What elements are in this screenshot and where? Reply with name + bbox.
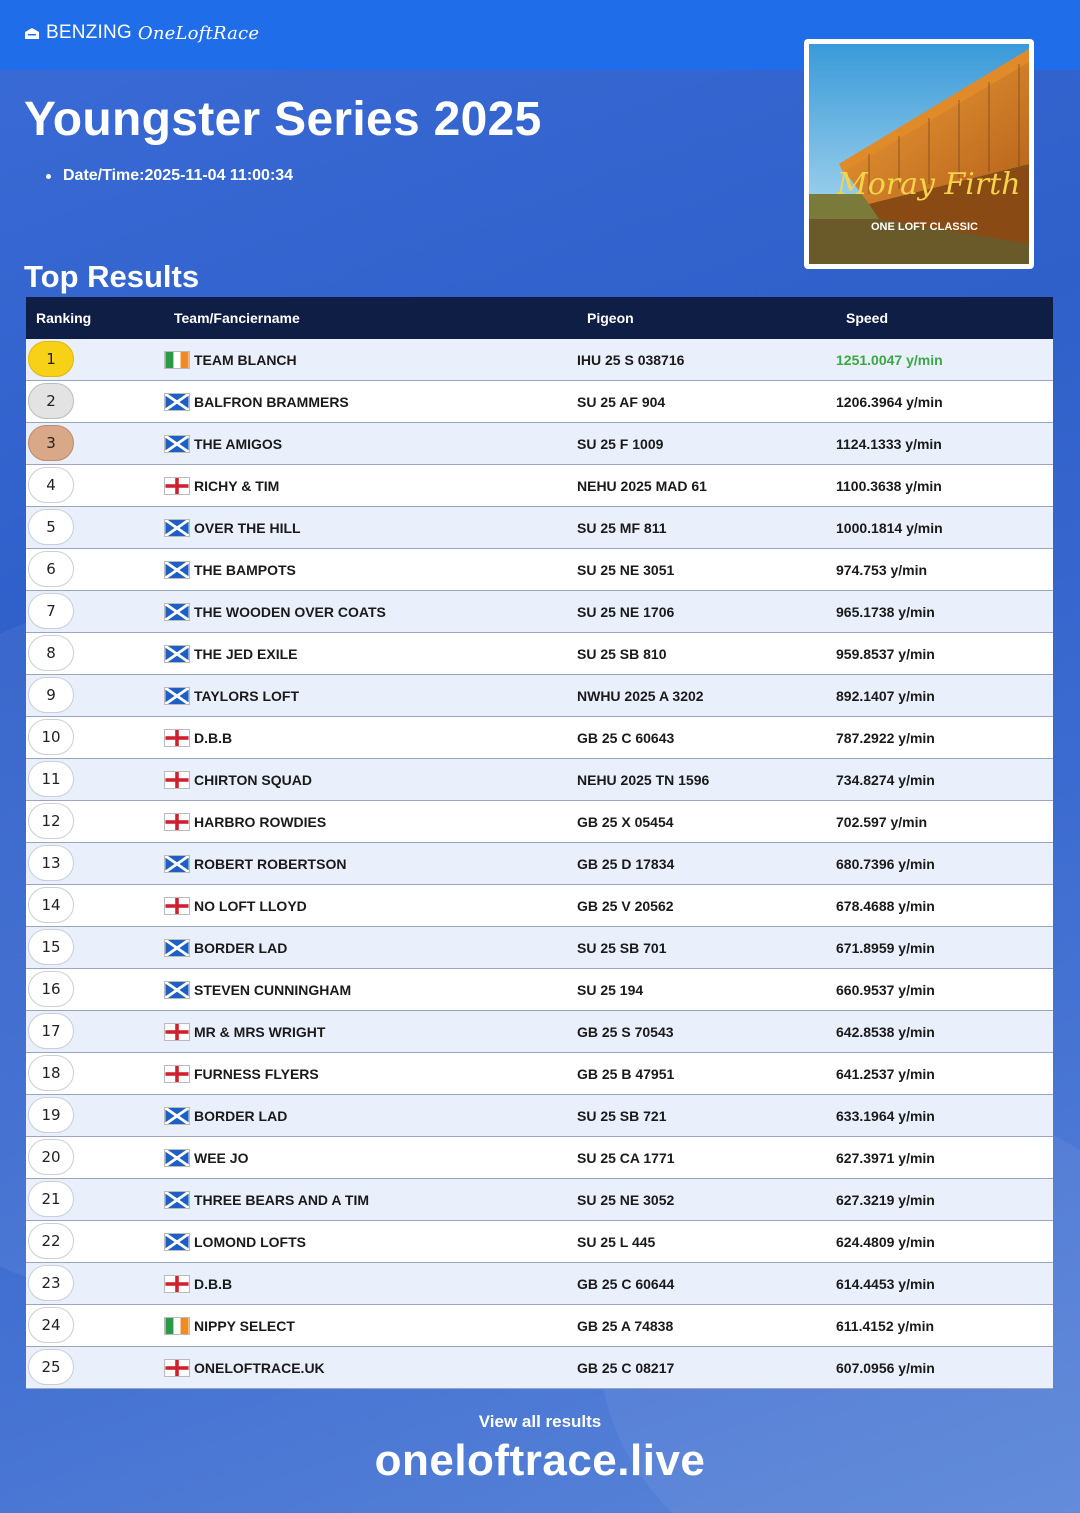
rank-badge: 12: [28, 803, 74, 839]
table-row[interactable]: [26, 969, 1053, 1011]
pigeon-ring: GB 25 D 17834: [577, 855, 675, 872]
table-row[interactable]: [26, 1179, 1053, 1221]
speed-value: 702.597 y/min: [836, 813, 928, 830]
table-row[interactable]: [26, 1011, 1053, 1053]
table-row[interactable]: [26, 339, 1053, 381]
team-name: WEE JO: [194, 1149, 249, 1166]
bullet-icon: [46, 174, 51, 179]
rank-badge: 11: [28, 761, 74, 797]
rank-badge: 18: [28, 1055, 74, 1091]
table-row[interactable]: [26, 1263, 1053, 1305]
speed-value: 614.4453 y/min: [836, 1275, 935, 1292]
team-name: NO LOFT LLOYD: [194, 897, 307, 914]
rank-cell: [26, 843, 174, 884]
column-header-team-label: Team/Fanciername: [174, 310, 300, 326]
team-name: BALFRON BRAMMERS: [194, 393, 349, 410]
team-cell: [164, 771, 577, 789]
column-header-pigeon: [587, 310, 846, 326]
table-row[interactable]: [26, 675, 1053, 717]
speed-value: 959.8537 y/min: [836, 645, 935, 662]
table-header: [26, 297, 1053, 339]
pigeon-ring: GB 25 C 60644: [577, 1275, 675, 1292]
rank-badge: 5: [28, 509, 74, 545]
team-name: FURNESS FLYERS: [194, 1065, 319, 1082]
team-name: BORDER LAD: [194, 939, 288, 956]
team-cell: [164, 1107, 577, 1125]
rank-badge: 14: [28, 887, 74, 923]
view-all-results-link[interactable]: View all results: [478, 1412, 602, 1431]
rank-badge: 25: [28, 1349, 74, 1385]
table-row[interactable]: [26, 1095, 1053, 1137]
team-name: NIPPY SELECT: [194, 1317, 295, 1334]
speed-value: 671.8959 y/min: [836, 939, 935, 956]
photo-caption: ONE LOFT CLASSIC: [871, 221, 978, 233]
team-cell: [164, 351, 577, 369]
rank-badge: 6: [28, 551, 74, 587]
rank-badge: 7: [28, 593, 74, 629]
team-name: ROBERT ROBERTSON: [194, 855, 347, 872]
team-cell: [164, 477, 577, 495]
speed-value: 627.3219 y/min: [836, 1191, 935, 1208]
rank-cell: [26, 1179, 174, 1220]
speed-value: 633.1964 y/min: [836, 1107, 935, 1124]
speed-value: 965.1738 y/min: [836, 603, 935, 620]
pigeon-ring: GB 25 A 74838: [577, 1317, 674, 1334]
rank-badge: 16: [28, 971, 74, 1007]
table-row[interactable]: [26, 759, 1053, 801]
team-cell: [164, 813, 577, 831]
team-cell: [164, 729, 577, 747]
rank-cell: [26, 549, 174, 590]
rank-cell: [26, 339, 174, 380]
team-name: D.B.B: [194, 729, 233, 746]
page-title: Youngster Series 2025: [24, 93, 542, 146]
rank-badge: 10: [28, 719, 74, 755]
pigeon-ring: SU 25 SB 810: [577, 645, 667, 662]
results-table: [26, 297, 1053, 1389]
speed-value: 607.0956 y/min: [836, 1359, 935, 1376]
speed-value: 678.4688 y/min: [836, 897, 935, 914]
speed-value: 642.8538 y/min: [836, 1023, 935, 1040]
pigeon-ring: NWHU 2025 A 3202: [577, 687, 704, 704]
pigeon-ring: SU 25 F 1009: [577, 435, 664, 452]
rank-cell: [26, 717, 174, 758]
pigeon-ring: GB 25 V 20562: [577, 897, 674, 914]
rank-badge: 3: [28, 425, 74, 461]
rank-cell: [26, 759, 174, 800]
brand-subname: OneLoftRace: [137, 22, 260, 44]
table-body: [26, 339, 1053, 1389]
pigeon-ring: SU 25 NE 1706: [577, 603, 675, 620]
team-name: THE AMIGOS: [194, 435, 283, 452]
rank-badge: 17: [28, 1013, 74, 1049]
rank-badge: 8: [28, 635, 74, 671]
rank-badge: 23: [28, 1265, 74, 1301]
table-row[interactable]: [26, 717, 1053, 759]
pigeon-ring: GB 25 C 60643: [577, 729, 675, 746]
brand-name: BENZING: [46, 22, 132, 43]
table-row[interactable]: [26, 633, 1053, 675]
race-photo: [804, 39, 1034, 269]
speed-value: 660.9537 y/min: [836, 981, 935, 998]
column-header-team: [174, 310, 587, 326]
rank-cell: [26, 423, 174, 464]
datetime-text: Date/Time:2025-11-04 11:00:34: [63, 167, 294, 184]
rank-cell: [26, 1095, 174, 1136]
rank-badge: 19: [28, 1097, 74, 1133]
rank-cell: [26, 465, 174, 506]
team-name: THE BAMPOTS: [194, 561, 296, 578]
speed-value: 1206.3964 y/min: [836, 393, 943, 410]
speed-value: 641.2537 y/min: [836, 1065, 935, 1082]
team-name: STEVEN CUNNINGHAM: [194, 981, 352, 998]
team-cell: [164, 519, 577, 537]
table-row[interactable]: [26, 927, 1053, 969]
team-cell: [164, 1317, 577, 1335]
team-cell: [164, 645, 577, 663]
rank-badge: 22: [28, 1223, 74, 1259]
rank-cell: [26, 1347, 174, 1388]
rank-cell: [26, 1137, 174, 1178]
pigeon-ring: GB 25 C 08217: [577, 1359, 675, 1376]
team-cell: [164, 1065, 577, 1083]
team-name: OVER THE HILL: [194, 519, 301, 536]
brand-logo[interactable]: [24, 20, 259, 46]
race-datetime: [46, 167, 293, 185]
column-header-speed: [846, 310, 1053, 326]
pigeon-ring: SU 25 MF 811: [577, 519, 667, 536]
pigeon-ring: IHU 25 S 038716: [577, 351, 685, 368]
team-cell: [164, 1233, 577, 1251]
table-row[interactable]: [26, 1347, 1053, 1389]
rank-cell: [26, 1263, 174, 1304]
pigeon-ring: NEHU 2025 MAD 61: [577, 477, 707, 494]
pigeon-ring: SU 25 L 445: [577, 1233, 656, 1250]
speed-value: 1251.0047 y/min: [836, 351, 943, 368]
table-row[interactable]: [26, 465, 1053, 507]
team-cell: [164, 393, 577, 411]
team-cell: [164, 855, 577, 873]
speed-value: 627.3971 y/min: [836, 1149, 935, 1166]
rank-badge: 24: [28, 1307, 74, 1343]
section-title: Top Results: [24, 259, 200, 294]
team-cell: [164, 603, 577, 621]
rank-cell: [26, 885, 174, 926]
pigeon-ring: SU 25 CA 1771: [577, 1149, 675, 1166]
team-cell: [164, 1359, 577, 1377]
rank-cell: [26, 633, 174, 674]
pigeon-ring: GB 25 X 05454: [577, 813, 674, 830]
team-name: THE WOODEN OVER COATS: [194, 603, 386, 620]
team-name: MR & MRS WRIGHT: [194, 1023, 326, 1040]
rank-badge: 9: [28, 677, 74, 713]
rank-cell: [26, 1305, 174, 1346]
table-row[interactable]: [26, 1137, 1053, 1179]
rank-badge: 2: [28, 383, 74, 419]
rank-badge: 1: [28, 341, 74, 377]
rank-cell: [26, 507, 174, 548]
table-row[interactable]: [26, 507, 1053, 549]
rank-badge: 21: [28, 1181, 74, 1217]
speed-value: 734.8274 y/min: [836, 771, 935, 788]
table-row[interactable]: [26, 591, 1053, 633]
pigeon-ring: SU 25 AF 904: [577, 393, 666, 410]
team-name: RICHY & TIM: [194, 477, 280, 494]
team-cell: [164, 687, 577, 705]
column-header-pigeon-label: Pigeon: [587, 310, 634, 326]
table-row[interactable]: [26, 381, 1053, 423]
pigeon-ring: SU 25 NE 3052: [577, 1191, 675, 1208]
rank-cell: [26, 381, 174, 422]
rank-badge: 15: [28, 929, 74, 965]
table-row[interactable]: [26, 843, 1053, 885]
table-row[interactable]: [26, 1053, 1053, 1095]
column-header-ranking: Ranking: [36, 310, 92, 326]
rank-cell: [26, 927, 174, 968]
team-cell: [164, 939, 577, 957]
table-row[interactable]: [26, 423, 1053, 465]
rank-badge: 13: [28, 845, 74, 881]
team-cell: [164, 561, 577, 579]
speed-value: 974.753 y/min: [836, 561, 928, 578]
pigeon-ring: GB 25 S 70543: [577, 1023, 674, 1040]
table-row[interactable]: [26, 549, 1053, 591]
team-cell: [164, 1191, 577, 1209]
team-cell: [164, 435, 577, 453]
pigeon-ring: NEHU 2025 TN 1596: [577, 771, 710, 788]
pigeon-ring: SU 25 SB 721: [577, 1107, 667, 1124]
rank-badge: 4: [28, 467, 74, 503]
rank-cell: [26, 801, 174, 842]
rank-cell: [26, 1221, 174, 1262]
speed-value: 1000.1814 y/min: [836, 519, 943, 536]
speed-value: 1100.3638 y/min: [836, 477, 942, 494]
column-header-speed-label: Speed: [846, 310, 889, 326]
team-cell: [164, 897, 577, 915]
team-cell: [164, 1275, 577, 1293]
footer-url[interactable]: oneloftrace.live: [374, 1436, 706, 1485]
team-name: CHIRTON SQUAD: [194, 771, 312, 788]
team-cell: [164, 981, 577, 999]
rank-cell: [26, 1011, 174, 1052]
table-row[interactable]: [26, 885, 1053, 927]
team-cell: [164, 1023, 577, 1041]
pigeon-ring: SU 25 SB 701: [577, 939, 667, 956]
rank-cell: [26, 1053, 174, 1094]
photo-script-text: Moray Firth: [837, 167, 1021, 202]
table-row[interactable]: [26, 1305, 1053, 1347]
team-name: THREE BEARS AND A TIM: [194, 1191, 369, 1208]
table-row[interactable]: [26, 801, 1053, 843]
pigeon-ring: SU 25 NE 3051: [577, 561, 675, 578]
speed-value: 1124.1333 y/min: [836, 435, 942, 452]
team-name: ONELOFTRACE.UK: [194, 1359, 325, 1376]
team-name: HARBRO ROWDIES: [194, 813, 327, 830]
speed-value: 680.7396 y/min: [836, 855, 935, 872]
team-cell: [164, 1149, 577, 1167]
pigeon-ring: SU 25 194: [577, 981, 644, 998]
team-name: D.B.B: [194, 1275, 233, 1292]
speed-value: 611.4152 y/min: [836, 1317, 935, 1334]
speed-value: 787.2922 y/min: [836, 729, 935, 746]
benzing-logo-icon: [24, 25, 40, 41]
rank-cell: [26, 591, 174, 632]
rank-badge: 20: [28, 1139, 74, 1175]
team-name: BORDER LAD: [194, 1107, 288, 1124]
speed-value: 624.4809 y/min: [836, 1233, 935, 1250]
team-name: LOMOND LOFTS: [194, 1233, 306, 1250]
rank-cell: [26, 969, 174, 1010]
rank-cell: [26, 675, 174, 716]
loft-photo-image: [809, 44, 1029, 264]
team-name: TAYLORS LOFT: [194, 687, 299, 704]
team-name: TEAM BLANCH: [194, 351, 297, 368]
speed-value: 892.1407 y/min: [836, 687, 935, 704]
table-row[interactable]: [26, 1221, 1053, 1263]
pigeon-ring: GB 25 B 47951: [577, 1065, 675, 1082]
team-name: THE JED EXILE: [194, 645, 298, 662]
